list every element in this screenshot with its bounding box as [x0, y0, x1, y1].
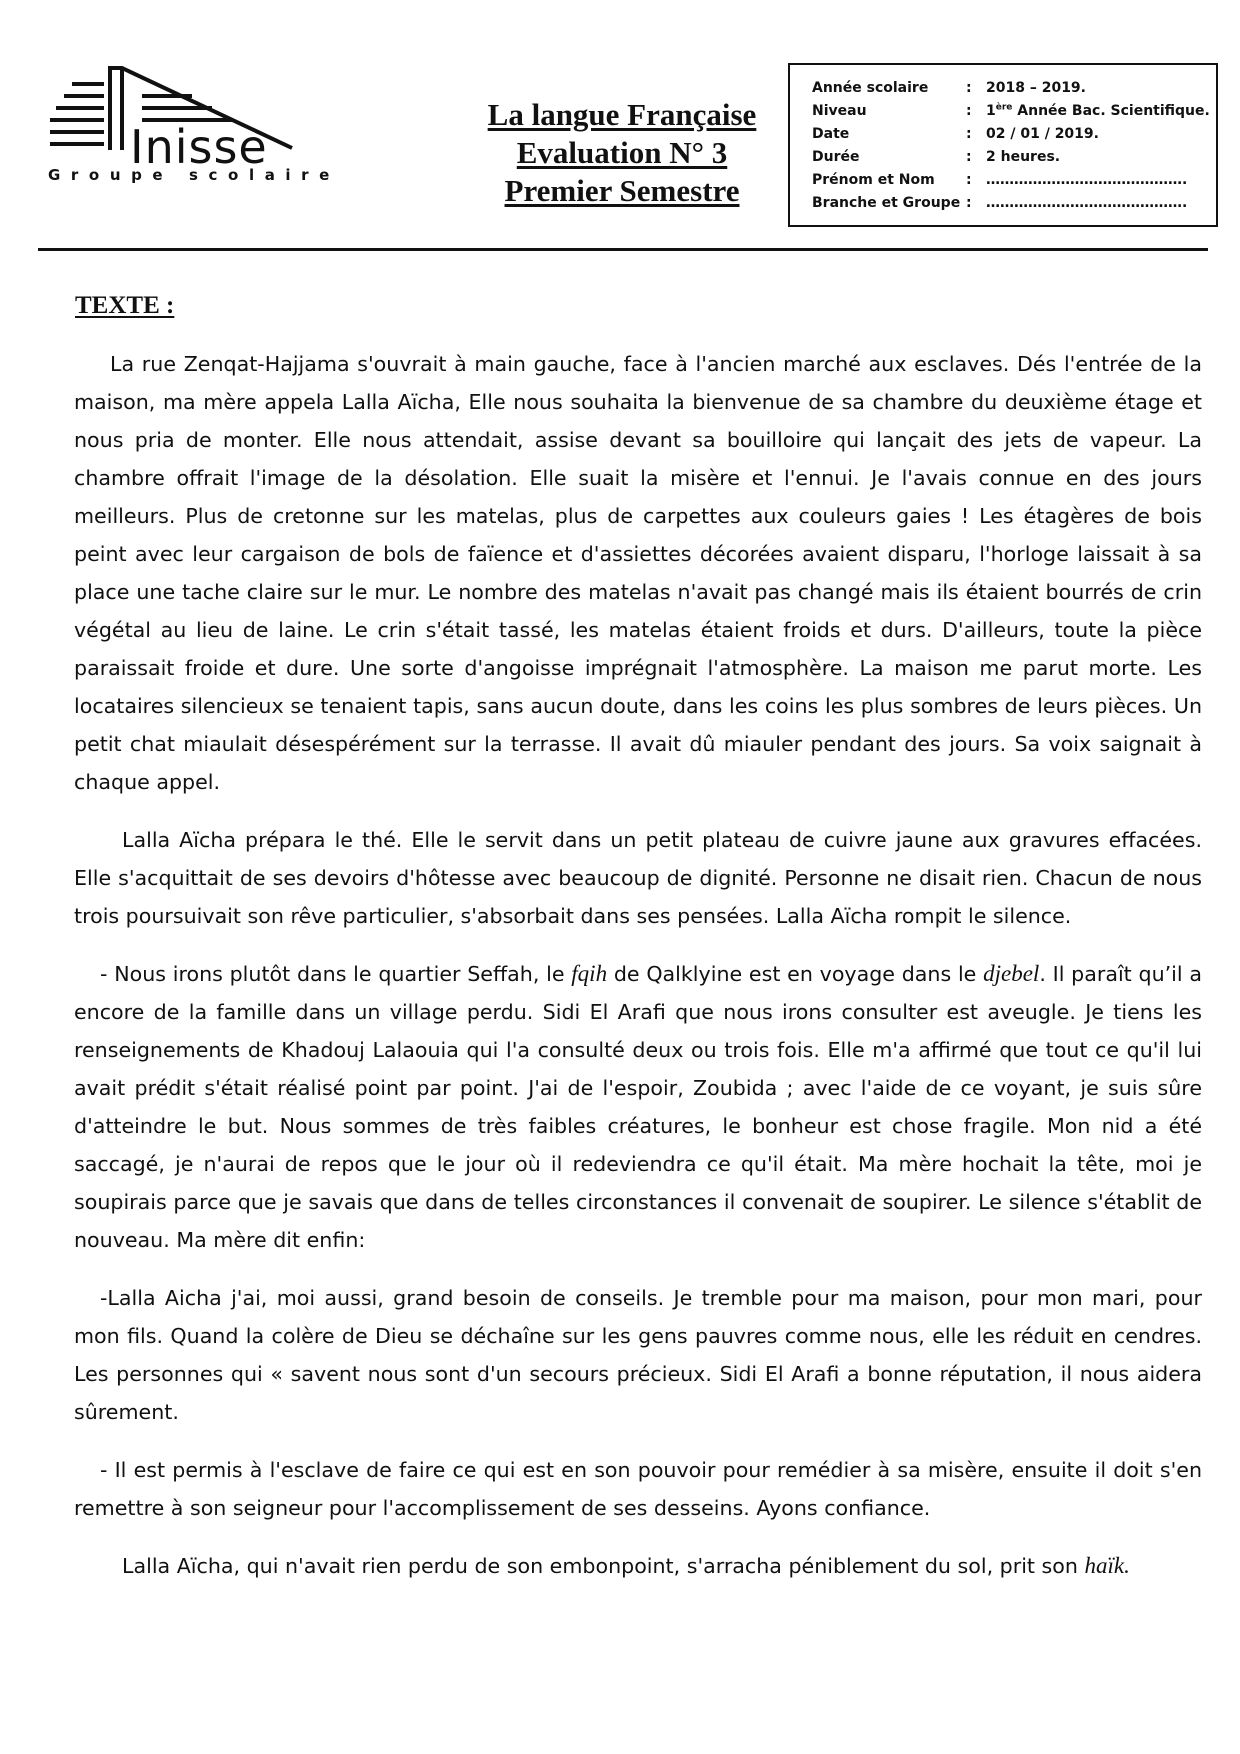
logo-subtitle: Groupe scolaire	[48, 166, 340, 184]
paragraph-3: - Nous irons plutôt dans le quartier Seffah, le fqih de Qalklyine est en voyage dans le djebel. Il paraît qu’il a encore de la famille dans un village perdu. Sidi El Arafi que nous irons consulter est aveugle. Je tiens les renseignements de Khadouj Lalaouia qui l'a consulté deux ou trois fois. Elle m'a affirmé que tout ce qu'il lui avait prédit s'était réalisé point par point. J'ai de l'espoir, Zoubida ; avec l'aide de ce voyant, je suis sûre d'atteindre le but. Nous sommes de très faibles créatures, le bonheur est chose fragile. Mon nid a été saccagé, je n'aurai de repos que le jour où il redeviendra ce qu'il était. Ma mère hochait la tête, moi je soupirais parce que je savais que dans de telles circonstances il convenait de soupirer. Le silence s'établit de nouveau. Ma mère dit enfin:	[74, 961, 1202, 1252]
school-logo	[42, 66, 342, 196]
title-line-subject: La langue Française	[487, 97, 757, 132]
colon: :	[966, 80, 972, 96]
colon: :	[966, 195, 972, 211]
info-row-duree	[812, 146, 1216, 169]
colon: :	[966, 149, 972, 165]
duree-value: 2 heures.	[986, 149, 1061, 165]
duree-label: Durée	[812, 149, 860, 165]
paragraph-1: La rue Zenqat-Hajjama s'ouvrait à main gauche, face à l'ancien marché aux esclaves. Dés l'entrée de la maison, ma mère appela Lalla Aïcha, Elle nous souhaita la bienvenue de sa chambre du deuxième étage et nous pria de monter. Elle nous attendait, assise devant sa bouilloire qui lançait des jets de vapeur. La chambre offrait l'image de la désolation. Elle suait la misère et l'ennui. Je l'avais connue en des jours meilleurs. Plus de cretonne sur les matelas, plus de carpettes aux couleurs gaies ! Les étagères de bois peint avec leur cargaison de bols de faïence et d'assiettes décorées avaient disparu, l'horloge laissait à sa place une tache claire sur le mur. Le nombre des matelas n'avait pas changé mais ils étaient bourrés de crin végétal au lieu de laine. Le crin s'était tassé, les matelas étaient froids et durs. D'ailleurs, toute la pièce paraissait froide et dure. Une sorte d'angoisse imprégnait l'atmosphère. La maison me parut morte. Les locataires silencieux se tenaient tapis, sans aucun doute, dans les coins les plus sombres de leurs pièces. Un petit chat miaulait désespérément sur la terrasse. Il avait dû miauler pendant des jours. Sa voix saignait à chaque appel.	[74, 352, 1202, 794]
word-fqih: fqih	[571, 961, 608, 986]
logo-name: Inisse	[130, 120, 268, 174]
annee-label: Année scolaire	[812, 80, 929, 96]
branche-field[interactable]: …………………………………….	[986, 195, 1188, 211]
colon: :	[966, 126, 972, 142]
niveau-value: 1ère Année Bac. Scientifique.	[986, 102, 1210, 119]
nom-field[interactable]: …………………………………….	[986, 172, 1188, 188]
info-row-annee	[812, 77, 1216, 100]
info-row-date	[812, 123, 1216, 146]
section-title: TEXTE :	[75, 292, 175, 319]
info-row-niveau	[812, 100, 1216, 123]
paragraph-2: Lalla Aïcha prépara le thé. Elle le servit dans un petit plateau de cuivre jaune aux gravures effacées. Elle s'acquittait de ses devoirs d'hôtesse avec beaucoup de dignité. Personne ne disait rien. Chacun de nous trois poursuivait son rêve particulier, s'absorbait dans ses pensées. Lalla Aïcha rompit le silence.	[74, 828, 1202, 928]
colon: :	[966, 172, 972, 188]
branche-label: Branche et Groupe	[812, 195, 961, 211]
paragraph-5: - Il est permis à l'esclave de faire ce qui est en son pouvoir pour remédier à sa misère, ensuite il doit s'en remettre à son seigneur pour l'accomplissement de ses desseins. Ayons confiance.	[74, 1458, 1202, 1520]
date-value: 02 / 01 / 2019.	[986, 126, 1099, 142]
annee-value: 2018 – 2019.	[986, 80, 1086, 96]
text-body	[74, 345, 1202, 1605]
paragraph-6: Lalla Aïcha, qui n'avait rien perdu de son embonpoint, s'arracha péniblement du sol, prit son haïk.	[122, 1553, 1130, 1578]
header-divider	[38, 248, 1208, 251]
exam-info-box	[788, 63, 1218, 227]
nom-label: Prénom et Nom	[812, 172, 935, 188]
title-line-semester: Premier Semestre	[504, 173, 740, 208]
niveau-label: Niveau	[812, 103, 867, 119]
paragraph-4: -Lalla Aicha j'ai, moi aussi, grand besoin de conseils. Je tremble pour ma maison, pour mon mari, pour mon fils. Quand la colère de Dieu se déchaîne sur les gens pauvres comme nous, elle les réduit en cendres. Les personnes qui « savent nous sont d'un secours précieux. Sidi El Arafi a bonne réputation, il nous aidera sûrement.	[74, 1286, 1202, 1424]
word-djebel: djebel	[983, 961, 1040, 986]
date-label: Date	[812, 126, 850, 142]
title-line-evaluation: Evaluation N° 3	[516, 135, 728, 170]
word-haik: haïk.	[1084, 1553, 1130, 1578]
colon: :	[966, 103, 972, 119]
info-row-branche	[812, 192, 1216, 215]
exam-title	[450, 96, 794, 210]
info-row-nom	[812, 169, 1216, 192]
